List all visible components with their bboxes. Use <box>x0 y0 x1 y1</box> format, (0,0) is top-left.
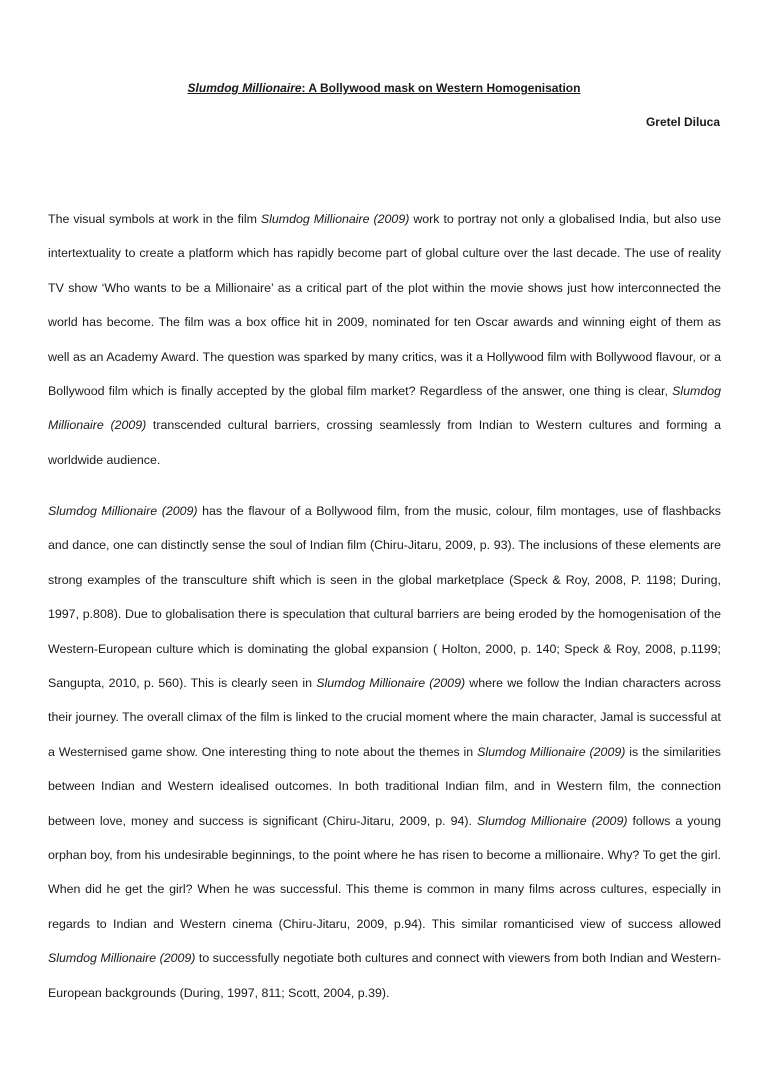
title-subtitle: : A Bollywood mask on Western Homogenisation <box>301 81 581 95</box>
title-film-name: Slumdog Millionaire <box>187 81 302 95</box>
paragraph-text: to successfully negotiate both cultures and connect with viewers from both Indian and Western-European backgrounds (During, 1997, 811; Scott, 2004, p.39). <box>48 951 721 1000</box>
author-name: Gretel Diluca <box>645 115 720 129</box>
paragraph-text: has the flavour of a Bollywood film, from the music, colour, film montages, use of flashbacks and dance, one can distinctly sense the soul of Indian film (Chiru-Jitaru, 2009, p. 93). The inclusions of these elements are strong examples of the transculture shift which is seen in the global marketplace (Speck & Roy, 2008, P. 1198; During, 1997, p.808). Due to globalisation there is speculation that cultural barriers are being eroded by the homogenisation of the Western-European culture which is dominating the global expansion ( Holton, 2000, p. 140; Speck & Roy, 2008, p.1199; Sangupta, 2010, p. 560). This is clearly seen in <box>48 504 721 691</box>
film-title-reference: Slumdog Millionaire (2009) <box>48 951 196 966</box>
film-title-reference: Slumdog Millionaire (2009) <box>477 744 626 759</box>
paragraph-text: where we follow the Indian characters across their journey. The overall climax of the film is linked to the crucial moment where the main character, Jamal is successful at a Westernised game show. One interesting thing to note about the themes in <box>48 676 721 759</box>
film-title-reference: Slumdog Millionaire (2009) <box>48 504 198 518</box>
paragraph-text: work to portray not only a globalised India, but also use intertextuality to create a platform which has rapidly become part of global culture over the last decade. The use of reality TV show ‘Who wants to be a Millionaire’ as a critical part of the plot within the movie shows just how interconnected the world has become. The film was a box office hit in 2009, nominated for ten Oscar awards and winning eight of them as well as an Academy Award. The question was sparked by many critics, was it a Hollywood film with Bollywood flavour, or a Bollywood film which is finally accepted by the global film market? Regardless of the answer, one thing is clear, <box>48 212 721 399</box>
paragraph-text: is the similarities between Indian and Western idealised outcomes. In both traditional Indian film, and in Western film, the connection between love, money and success is significant (Chiru-Jitaru, 2009, p. 94). <box>48 744 722 828</box>
film-title-reference: Slumdog Millionaire (2009) <box>476 813 628 828</box>
film-title-reference: Slumdog Millionaire (2009) <box>316 676 466 691</box>
film-title-reference: Slumdog Millionaire (2009) <box>260 212 410 226</box>
film-title-reference: Slumdog Millionaire (2009) <box>48 384 721 433</box>
paragraph-1 <box>48 202 721 477</box>
document-title <box>0 80 768 96</box>
paragraph-text: transcended cultural barriers, crossing seamlessly from Indian to Western cultures and forming a worldwide audience. <box>48 418 721 467</box>
paragraph-text: The visual symbols at work in the film <box>48 212 261 226</box>
paragraph-text: follows a young orphan boy, from his undesirable beginnings, to the point where he has risen to become a millionaire. Why? To get the girl. When did he get the girl? When he was successful. This theme is common in many films across cultures, especially in regards to Indian and Western cinema (Chiru-Jitaru, 2009, p.94). This similar romanticised view of success allowed <box>48 813 721 931</box>
paragraph-2 <box>48 494 721 1010</box>
